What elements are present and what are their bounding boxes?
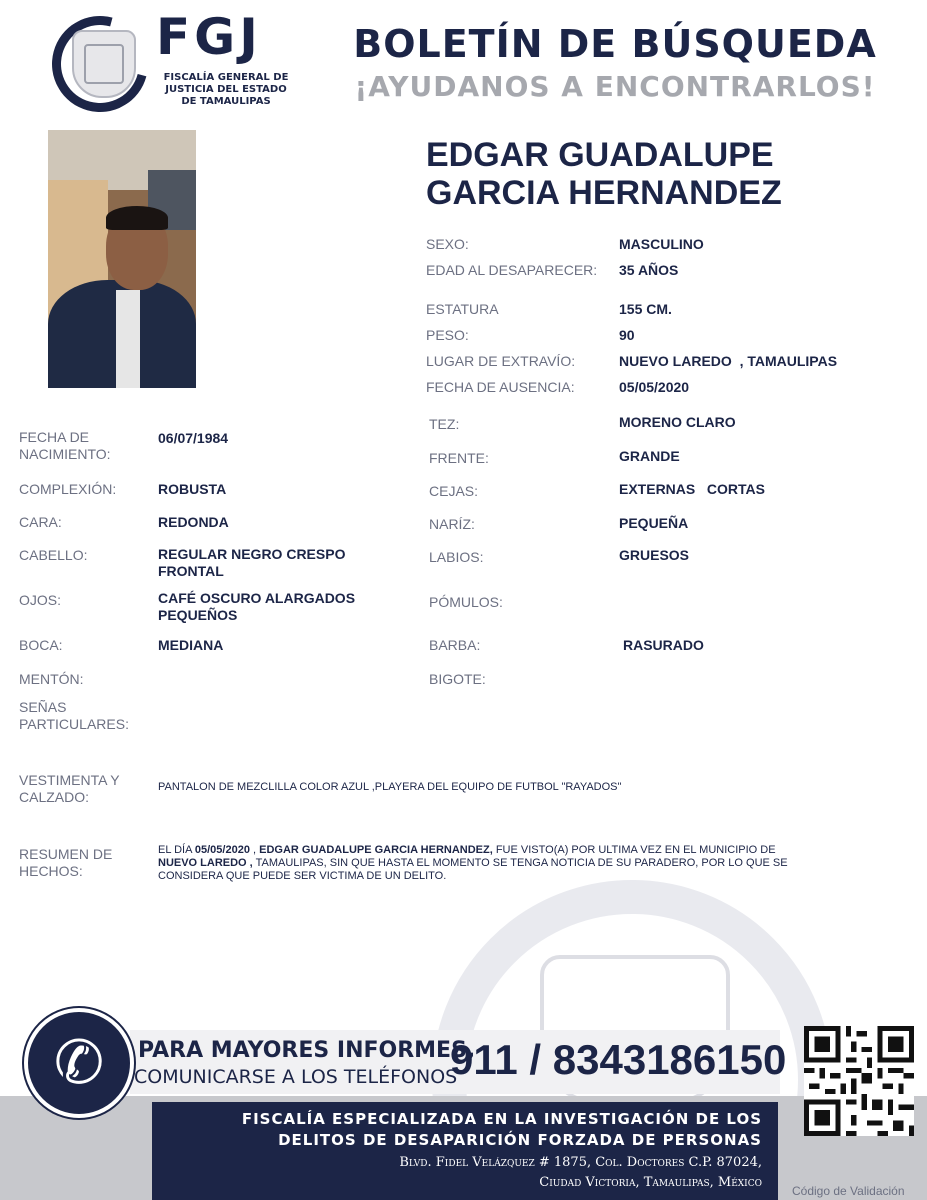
phone-icon: ✆ [53, 1028, 105, 1098]
field-label-complexion: COMPLEXIÓN: [19, 481, 117, 497]
address-line-1: Blvd. Fidel Velázquez # 1875, Col. Doctores C.P. 87024, [399, 1155, 762, 1170]
field-label-frente: FRENTE: [429, 450, 489, 466]
qr-code-icon[interactable] [804, 1026, 914, 1136]
field-value-tez: MORENO CLARO [619, 414, 736, 430]
info-line-2: COMUNICARSE A LOS TELÉFONOS [134, 1066, 458, 1088]
field-value-cabello: REGULAR NEGRO CRESPO FRONTAL [158, 546, 346, 579]
agency-acronym: FGJ [156, 8, 262, 66]
field-value-nariz: PEQUEÑA [619, 515, 689, 531]
field-value-lugar: NUEVO LAREDO , TAMAULIPAS [619, 353, 838, 369]
address-line-2: Ciudad Victoria, Tamaulipas, México [539, 1175, 762, 1190]
field-label-cabello: CABELLO: [19, 547, 88, 563]
field-value-cejas: EXTERNAS CORTAS [619, 481, 765, 497]
fgj-seal-icon [72, 30, 136, 98]
info-line-1: PARA MAYORES INFORMES, [138, 1038, 476, 1063]
field-label-lugar: LUGAR DE EXTRAVÍO: [426, 353, 576, 369]
field-value-peso: 90 [619, 327, 635, 343]
clothing-text: PANTALON DE MEZCLILLA COLOR AZUL ,PLAYERA DEL EQUIPO DE FUTBOL "RAYADOS" [158, 781, 622, 793]
summary-label: RESUMEN DE HECHOS: [19, 846, 113, 879]
summary-text: EL DÍA 05/05/2020 , EDGAR GUADALUPE GARCIA HERNANDEZ, FUE VISTO(A) POR ULTIMA VEZ EN EL MUNICIPIO DE NUEVO LAREDO , TAMAULIPAS, SIN QUE HASTA EL MOMENTO SE TENGA NOTICIA DE SU PARADERO, POR LO QUE SE CONSIDERA QUE PUEDE SER VICTIMA DE UN DELITO. [158, 844, 788, 882]
missing-person-photo [48, 130, 196, 388]
field-value-complexion: ROBUSTA [158, 481, 227, 497]
field-label-estatura: ESTATURA [426, 301, 499, 317]
validation-label: Código de Validación [792, 1184, 905, 1198]
field-label-peso: PESO: [426, 327, 469, 343]
field-value-fecha-ausencia: 05/05/2020 [619, 379, 690, 395]
fiscal-line-1: FISCALÍA ESPECIALIZADA EN LA INVESTIGACIÓN DE LOS [241, 1110, 762, 1128]
field-value-cara: REDONDA [158, 514, 229, 530]
field-value-frente: GRANDE [619, 448, 680, 464]
field-label-edad: EDAD AL DESAPARECER: [426, 262, 598, 278]
field-value-barba: RASURADO [623, 637, 704, 653]
field-label-sexo: SEXO: [426, 236, 469, 252]
field-label-cara: CARA: [19, 514, 62, 530]
field-label-nacimiento: FECHA DE NACIMIENTO: [19, 429, 111, 462]
agency-name: FISCALÍA GENERAL DE JUSTICIA DEL ESTADO DE TAMAULIPAS [163, 72, 289, 107]
field-value-nacimiento: 06/07/1984 [158, 430, 229, 446]
field-label-cejas: CEJAS: [429, 483, 479, 499]
field-value-boca: MEDIANA [158, 637, 224, 653]
field-label-barba: BARBA: [429, 637, 481, 653]
field-value-estatura: 155 CM. [619, 301, 672, 317]
field-label-fecha-ausencia: FECHA DE AUSENCIA: [426, 379, 575, 395]
field-label-boca: BOCA: [19, 637, 63, 653]
field-value-edad: 35 AÑOS [619, 262, 679, 278]
field-value-sexo: MASCULINO [619, 236, 704, 252]
bulletin-subtitle: ¡AYUDANOS A ENCONTRARLOS! [354, 70, 876, 103]
person-name: EDGAR GUADALUPE GARCIA HERNANDEZ [426, 136, 782, 212]
field-value-labios: GRUESOS [619, 547, 690, 563]
field-label-ojos: OJOS: [19, 592, 62, 608]
field-label-senas: SEÑAS PARTICULARES: [19, 699, 129, 732]
field-label-menton: MENTÓN: [19, 671, 84, 687]
field-label-nariz: NARÍZ: [429, 516, 475, 532]
field-label-labios: LABIOS: [429, 549, 484, 565]
field-label-pomulos: PÓMULOS: [429, 594, 503, 610]
field-value-ojos: CAFÉ OSCURO ALARGADOS PEQUEÑOS [158, 590, 356, 623]
field-label-tez: TEZ: [429, 416, 460, 432]
phone-numbers[interactable]: 911 / 8343186150 [450, 1036, 787, 1083]
bulletin-title: BOLETÍN DE BÚSQUEDA [353, 22, 877, 66]
clothing-label: VESTIMENTA Y CALZADO: [19, 772, 120, 805]
field-label-bigote: BIGOTE: [429, 671, 486, 687]
fiscal-line-2: DELITOS DE DESAPARICIÓN FORZADA DE PERSONAS [278, 1131, 762, 1149]
